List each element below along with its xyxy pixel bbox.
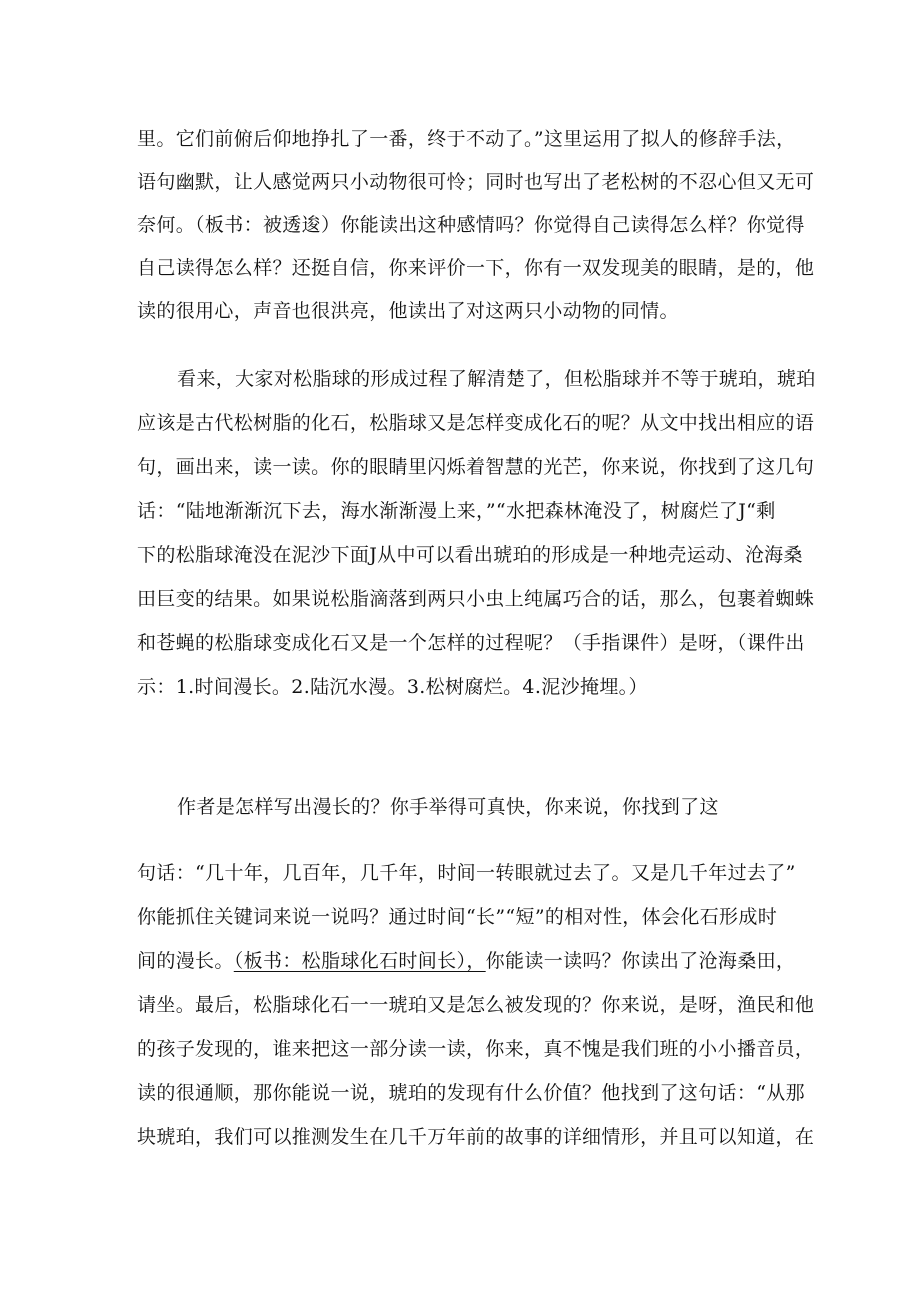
text-line: 应该是古代松树脂的化石，松脂球又是怎样变成化石的呢？从文中找出相应的语 [137, 412, 815, 434]
text-line [137, 949, 795, 973]
text-line: 请坐。最后，松脂球化石一一琥珀又是怎么被发现的？你来说，是呀，渔民和他 [137, 994, 815, 1016]
text-line: 的孩子发现的，谁来把这一部分读一读，你来，真不愧是我们班的小小播音员， [137, 1038, 815, 1060]
text-line: 句，画出来，读一读。你的眼睛里闪烁着智慧的光芒，你来说，你找到了这几句 [137, 456, 815, 478]
text-line: 语句幽默，让人感觉两只小动物很可怜；同时也写出了老松树的不忍心但又无可 [137, 171, 815, 193]
text-line: 下的松脂球淹没在泥沙下面J从中可以看出琥珀的形成是一种地壳运动、沧海桑 [137, 544, 803, 566]
text-line: 自己读得怎么样？还挺自信，你来评价一下，你有一双发现美的眼睛，是的，他 [137, 257, 815, 279]
text-line: 话：“陆地渐渐沉下去，海水渐渐漫上来，”“水把森林淹没了，树腐烂了J“剩 [137, 500, 776, 522]
text-line: 示：1.时间漫长。2.陆沉水漫。3.松树腐烂。4.泥沙掩埋。） [137, 676, 648, 698]
underlined-board-note: （板书：松脂球化石时间长）， [233, 950, 486, 972]
text-line: 奈何。（板书：被透逡）你能读出这种感情吗？你觉得自己读得怎么样？你觉得 [137, 214, 805, 236]
text-line: 你能抓住关键词来说一说吗？通过时间“长”“短”的相对性，体会化石形成时 [137, 906, 778, 928]
text-line: 和苍蝇的松脂球变成化石又是一个怎样的过程呢？（手指课件）是呀，（课件出 [137, 632, 805, 654]
text-line: 看来，大家对松脂球的形成过程了解清楚了，但松脂球并不等于琥珀，琥珀 [177, 368, 816, 390]
text-segment: 间的漫长。 [137, 950, 234, 972]
text-line: 田巨变的结果。如果说松脂滴落到两只小虫上纯属巧合的话，那么，包裹着蜘蛛 [137, 588, 815, 610]
text-line: 读的很通顺，那你能说一说，琥珀的发现有什么价值？他找到了这句话：“从那 [137, 1082, 805, 1104]
text-segment: 你能读一读吗？你读出了沧海桑田， [485, 950, 796, 972]
text-line: 块琥珀，我们可以推测发生在几千万年前的故事的详细情形，并且可以知道，在 [137, 1126, 815, 1148]
text-line: 里。它们前俯后仰地挣扎了一番，终于不动了。”这里运用了拟人的修辞手法， [137, 128, 796, 150]
text-line: 作者是怎样写出漫长的？你手举得可真快，你来说，你找到了这 [177, 796, 719, 818]
text-line: 句话：“几十年，几百年，几千年，时间一转眼就过去了。又是几千年过去了” [137, 862, 796, 884]
text-line: 读的很用心，声音也很洪亮，他读出了对这两只小动物的同情。 [137, 300, 679, 322]
